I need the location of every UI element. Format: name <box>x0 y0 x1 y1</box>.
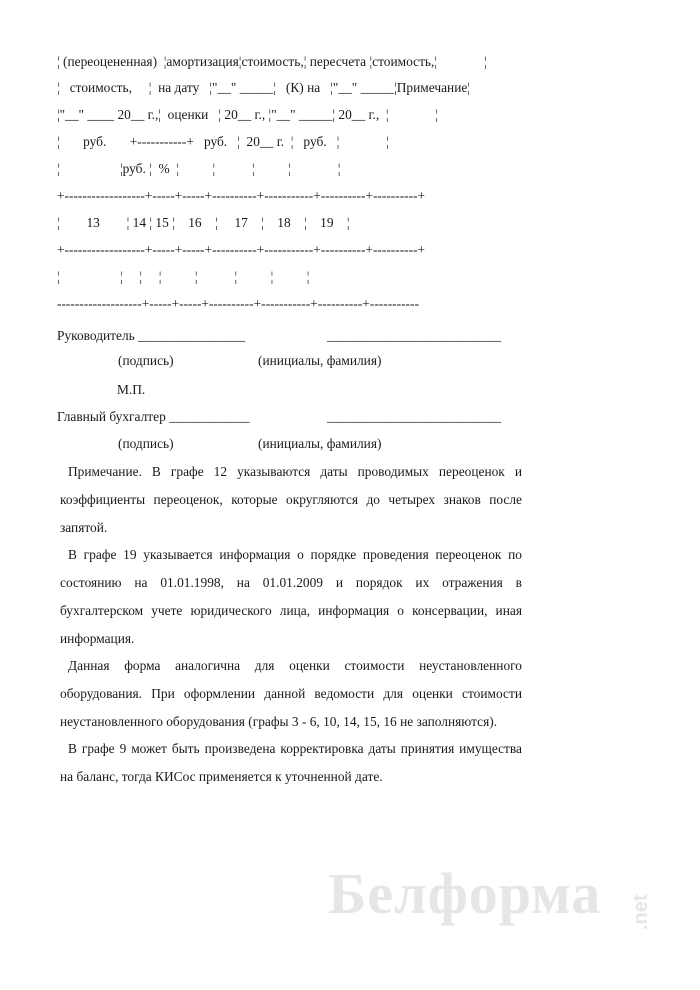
signature-caption: (подпись) <box>118 353 174 368</box>
table-empty-row: ¦ ¦ ¦ ¦ ¦ ¦ ¦ ¦ <box>57 269 310 284</box>
head-signature-line: Руководитель ________________ <box>57 328 246 343</box>
table-separator-1: +------------------+-----+-----+----------+-----------+----------+----------+ <box>57 188 426 203</box>
note-paragraph-4: В графе 9 может быть произведена корректировка даты принятия имущества на баланс, тогда КИСос применяется к уточненной дате. <box>60 741 522 784</box>
table-header-row-2: ¦ стоимость, ¦ на дату ¦"__" _____¦ (К) на ¦"__" _____¦Примечание¦ <box>57 80 471 95</box>
table-header-row-1: ¦ (переоцененная) ¦амортизация¦стоимость,¦ пересчета ¦стоимость,¦ ¦ <box>57 54 487 69</box>
head-name-line: __________________________ <box>327 328 502 343</box>
initials-caption: (инициалы, фамилия) <box>258 353 382 368</box>
table-header-row-4: ¦ руб. +-----------+ руб. ¦ 20__ г. ¦ руб. ¦ ¦ <box>57 134 389 149</box>
note-paragraph-3: Данная форма аналогична для оценки стоимости неустановленного оборудования. При оформлении данной ведомости для оценки стоимости неустановленного оборудования (графы 3 - 6, 10, 14, 15, 16 не заполняются). <box>60 658 522 729</box>
table-column-numbers: ¦ 13 ¦ 14 ¦ 15 ¦ 16 ¦ 17 ¦ 18 ¦ 19 ¦ <box>57 215 350 230</box>
watermark-logo: Белформа <box>328 861 602 926</box>
note-paragraph-2: В графе 19 указывается информация о порядке проведения переоценок по состоянию на 01.01.1998, на 01.01.2009 и порядок их отражения в бухгалтерском учете юридического лица, информация о консервации, иная информация. <box>60 547 522 646</box>
watermark-suffix: .net <box>630 894 652 930</box>
table-header-row-5: ¦ ¦руб. ¦ % ¦ ¦ ¦ ¦ ¦ <box>57 161 341 176</box>
note-paragraph-1: Примечание. В графе 12 указываются даты проводимых переоценок и коэффициенты переоценок, которые округляются до четырех знаков после запятой. <box>60 464 522 535</box>
stamp-label: М.П. <box>117 382 146 397</box>
accountant-signature-line: Главный бухгалтер ____________ <box>57 409 250 424</box>
table-bottom-border: -------------------+-----+-----+----------+-----------+----------+----------- <box>57 296 419 311</box>
initials-caption: (инициалы, фамилия) <box>258 436 382 451</box>
table-separator-2: +------------------+-----+-----+----------+-----------+----------+----------+ <box>57 242 426 257</box>
accountant-name-line: __________________________ <box>327 409 502 424</box>
signature-caption: (подпись) <box>118 436 174 451</box>
table-header-row-3: ¦"__" ____ 20__ г.,¦ оценки ¦ 20__ г., ¦"__" _____¦ 20__ г., ¦ ¦ <box>57 107 439 122</box>
